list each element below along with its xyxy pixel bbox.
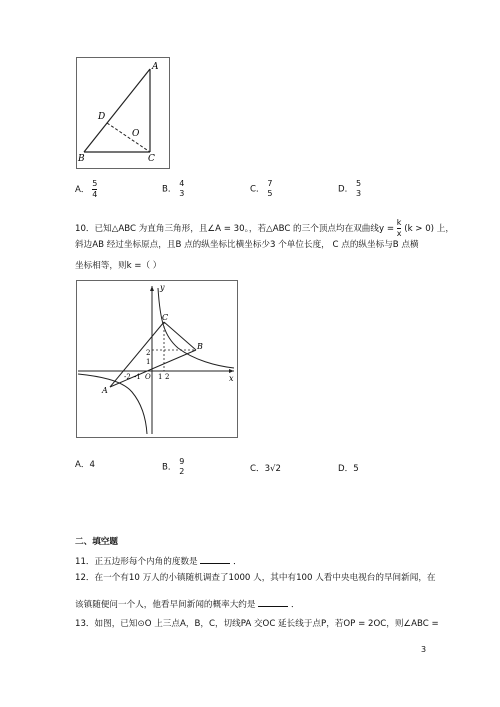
tick-x-neg1: -1 — [134, 373, 141, 381]
label-C: C — [148, 154, 155, 164]
hyperbola-diagram — [76, 280, 238, 438]
tick-y-1: 1 — [146, 358, 151, 366]
point-B-label: B — [197, 342, 203, 351]
label-D: D — [98, 112, 106, 122]
q11-answer-blank[interactable] — [200, 555, 230, 564]
figure-hyperbola — [76, 280, 238, 438]
q12-line1: 12．在一个有10 万人的小镇随机调查了1000 人，其中有100 人看中央电视台的早间新闻，在 — [75, 573, 436, 583]
label-A: A — [152, 62, 159, 72]
tick-x-1: 1 — [158, 373, 163, 381]
q10-option-c: C．3√2 — [250, 464, 282, 474]
triangle-diagram — [76, 57, 170, 169]
q13: 13．如图，已知⊙O 上三点A，B，C，切线PA 交OC 延长线于点P，若OP = 2OC，则∠ABC = — [75, 619, 439, 629]
q12-answer-blank[interactable] — [258, 598, 288, 607]
section-heading: 二、填空题 — [75, 537, 118, 547]
point-C-label: C — [162, 313, 169, 322]
tick-y-2: 2 — [146, 349, 151, 357]
tick-x-neg2: -2 — [124, 373, 131, 381]
label-O: O — [132, 129, 140, 139]
page-number: 3 — [421, 645, 427, 654]
q10-option-d: D．5 — [338, 464, 359, 474]
q9-option-a: A． $\frac{5}{4}$ — [75, 179, 98, 199]
q9-option-d: D． 5 3 — [338, 179, 362, 198]
tick-x-2: 2 — [165, 373, 170, 381]
label-B: B — [78, 154, 85, 164]
q10-option-a: A．4 — [75, 460, 95, 470]
origin-label: O — [145, 373, 151, 381]
q9-option-b: B． 4 3 — [162, 179, 185, 198]
q10-line1: 10．已知△ABC 为直角三角形，且∠A = 30。，若△ABC 的三个顶点均在双曲线y = $\frac{k}{x}$ (k > 0) 上， — [75, 218, 454, 238]
x-axis-label: x — [229, 374, 234, 383]
q11: 11．正五边形每个内角的度数是 ． — [75, 557, 242, 567]
q12-line2: 该镇随便问一个人，他看早间新闻的概率大约是 ． — [75, 600, 300, 610]
y-axis-label: y — [160, 283, 165, 292]
figure-triangle — [76, 57, 170, 169]
q10-line3: 坐标相等，则k =（ ） — [75, 261, 162, 271]
q10-option-b: B． 9 2 — [162, 457, 185, 476]
q9-option-c: C． 7 5 — [250, 179, 273, 198]
point-A-label: A — [102, 386, 108, 395]
q10-line2: 斜边AB 经过坐标原点，且B 点的纵坐标比横坐标少3 个单位长度， C 点的纵坐标与B 点横 — [75, 240, 419, 250]
